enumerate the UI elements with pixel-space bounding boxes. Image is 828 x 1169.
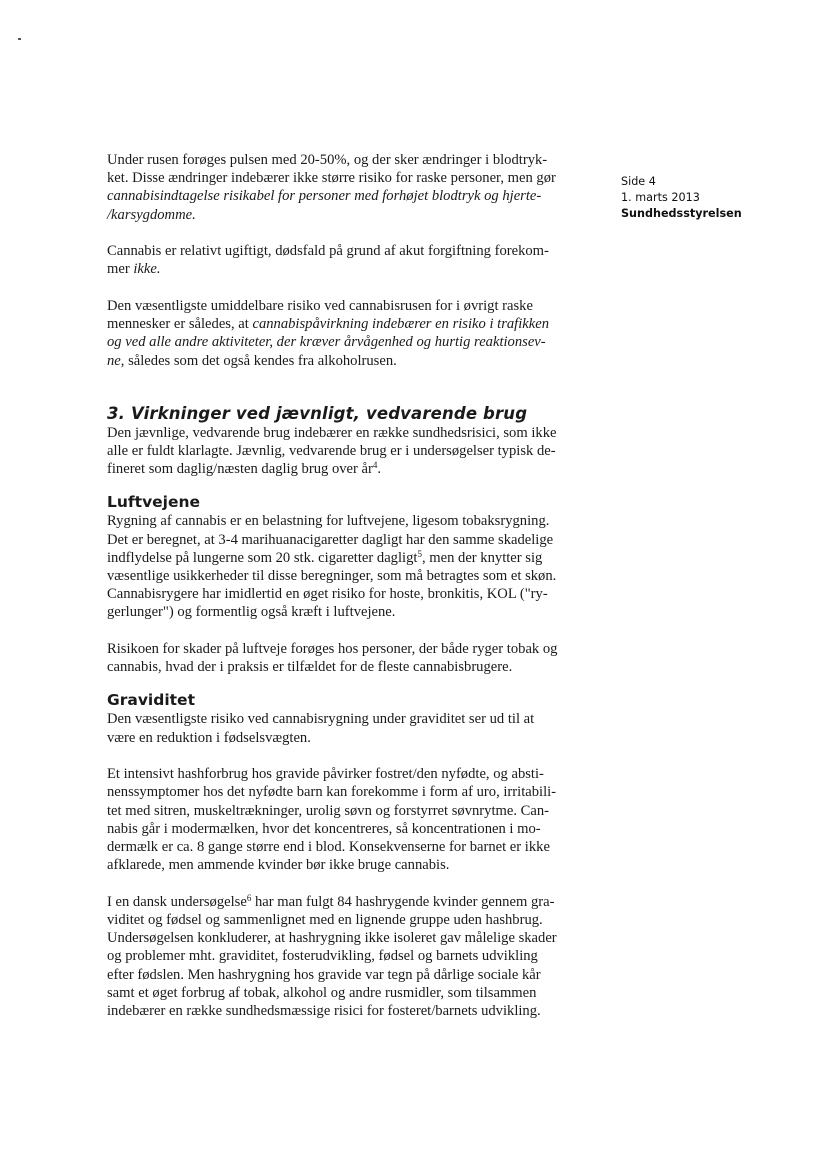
scan-speck [18, 38, 21, 40]
paragraph-study-tail: har man fulgt 84 hashrygende kvinder gennem gra- viditet og fødsel og sammenlignet med en lignende gruppe uden hashbrug. Undersøgelsen konkluderer, at hashrygning ikke isoleret gav målelige skader og problemer mht. graviditet, fosterudvikling, fødsel og barnets udvikling efter fødslen. Men hashrygning hos gravide var tegn på dårlige sociale kår samt et øget forbrug af tobak, alkohol og andre rusmidler, som tilsammen indebærer en række sundhedsmæssige risici for fosteret/barnets udvikling. [107, 893, 557, 1020]
document-body [107, 151, 581, 1020]
paragraph-pregnancy-risk: Den væsentligste risiko ved cannabisrygning under graviditet ser ud til at være en reduktion i fødselsvægten. [107, 711, 535, 746]
footnote-ref-4[interactable]: 4 [372, 460, 378, 471]
paragraph-airways-tail: , men der knytter sig væsentlige usikkerheder til disse beregninger, som må betragtes som et skøn. Cannabisrygere har imidlertid en øget risiko for hoste, bronkitis, KOL ("ry- gerlunger") og formentlig også kræft i luftvejene. [107, 549, 557, 621]
paragraph-regular-use-text: Den jævnlige, vedvarende brug indebærer en række sundhedsrisici, som ikke alle er fuldt klarlagte. Jævnlig, vedvarende brug er i undersøgelser typisk de- fineret som daglig/næsten daglig brug over år [107, 424, 557, 478]
organization-name: Sundhedsstyrelsen [621, 207, 742, 220]
paragraph-traffic-emphasis: cannabispåvirkning indebærer en risiko i trafikken og ved alle andre aktiviteter, der kræver årvågenhed og hurtig reaktionsev- ne, [107, 316, 550, 369]
paragraph-traffic-risk [107, 297, 581, 370]
footnote-ref-5[interactable]: 5 [417, 548, 422, 559]
paragraph-toxicity-emphasis: ikke. [133, 261, 161, 278]
paragraph-danish-study [107, 893, 581, 1020]
footnote-ref-6[interactable]: 6 [246, 892, 252, 903]
paragraph-regular-use-end: . [377, 461, 382, 478]
paragraph-newborn: Et intensivt hashforbrug hos gravide påvirker fostret/den nyfødte, og absti- nenssymptomer hos det nyfødte barn kan forekomme i form af uro, irritabili- tet med sitren, muskeltrækninger, urolig søvn og forstyrret søvnrytme. Can- nabis går i modermælken, hvor det koncentreres, så koncentrationen i mo- dermælk er ca. 8 gange større end i blod. Konsekvenserne for barnet er ikke afklarede, men ammende kvinder bør ikke bruge cannabis. [107, 766, 557, 874]
paragraph-study-text: I en dansk undersøgelse [107, 893, 247, 910]
subheading-luftvejene: Luftvejene [107, 493, 201, 512]
paragraph-pulse-text: Under rusen forøges pulsen med 20-50%, og der sker ændringer i blodtryk- ket. Disse ændringer indebærer ikke større risiko for raske personer, men gør [107, 152, 556, 187]
paragraph-regular-use [107, 424, 581, 479]
paragraph-airways [107, 512, 581, 621]
section-heading-3: 3. Virkninger ved jævnligt, vedvarende brug [107, 403, 528, 423]
subheading-graviditet: Graviditet [107, 691, 195, 710]
paragraph-airway-damage: Risikoen for skader på luftveje forøges hos personer, der både ryger tobak og cannabis, hvad der i praksis er tilfældet for de fleste cannabisbrugere. [107, 641, 558, 676]
paragraph-traffic-tail: således som det også kendes fra alkoholrusen. [124, 352, 397, 369]
page-sidebar [621, 174, 742, 222]
paragraph-pulse-emphasis: cannabisindtagelse risikabel for personer med forhøjet blodtryk og hjerte- /karsygdomme. [107, 188, 542, 223]
paragraph-toxicity-text: Cannabis er relativt ugiftigt, dødsfald på grund af akut forgiftning forekom- mer [107, 243, 549, 278]
document-date: 1. marts 2013 [621, 191, 700, 204]
paragraph-airways-text: Rygning af cannabis er en belastning for luftvejene, ligesom tobaksrygning. Det er beregnet, at 3-4 marihuanacigaretter dagligt har den samme skadelige indflydelse på lungerne som 20 stk. cigaretter dagligt [107, 513, 554, 566]
page-number: Side 4 [621, 175, 656, 188]
paragraph-pulse [107, 151, 581, 224]
paragraph-traffic-text: Den væsentligste umiddelbare risiko ved cannabisrusen for i øvrigt raske mennesker er således, at [107, 298, 533, 333]
paragraph-toxicity [107, 242, 581, 278]
